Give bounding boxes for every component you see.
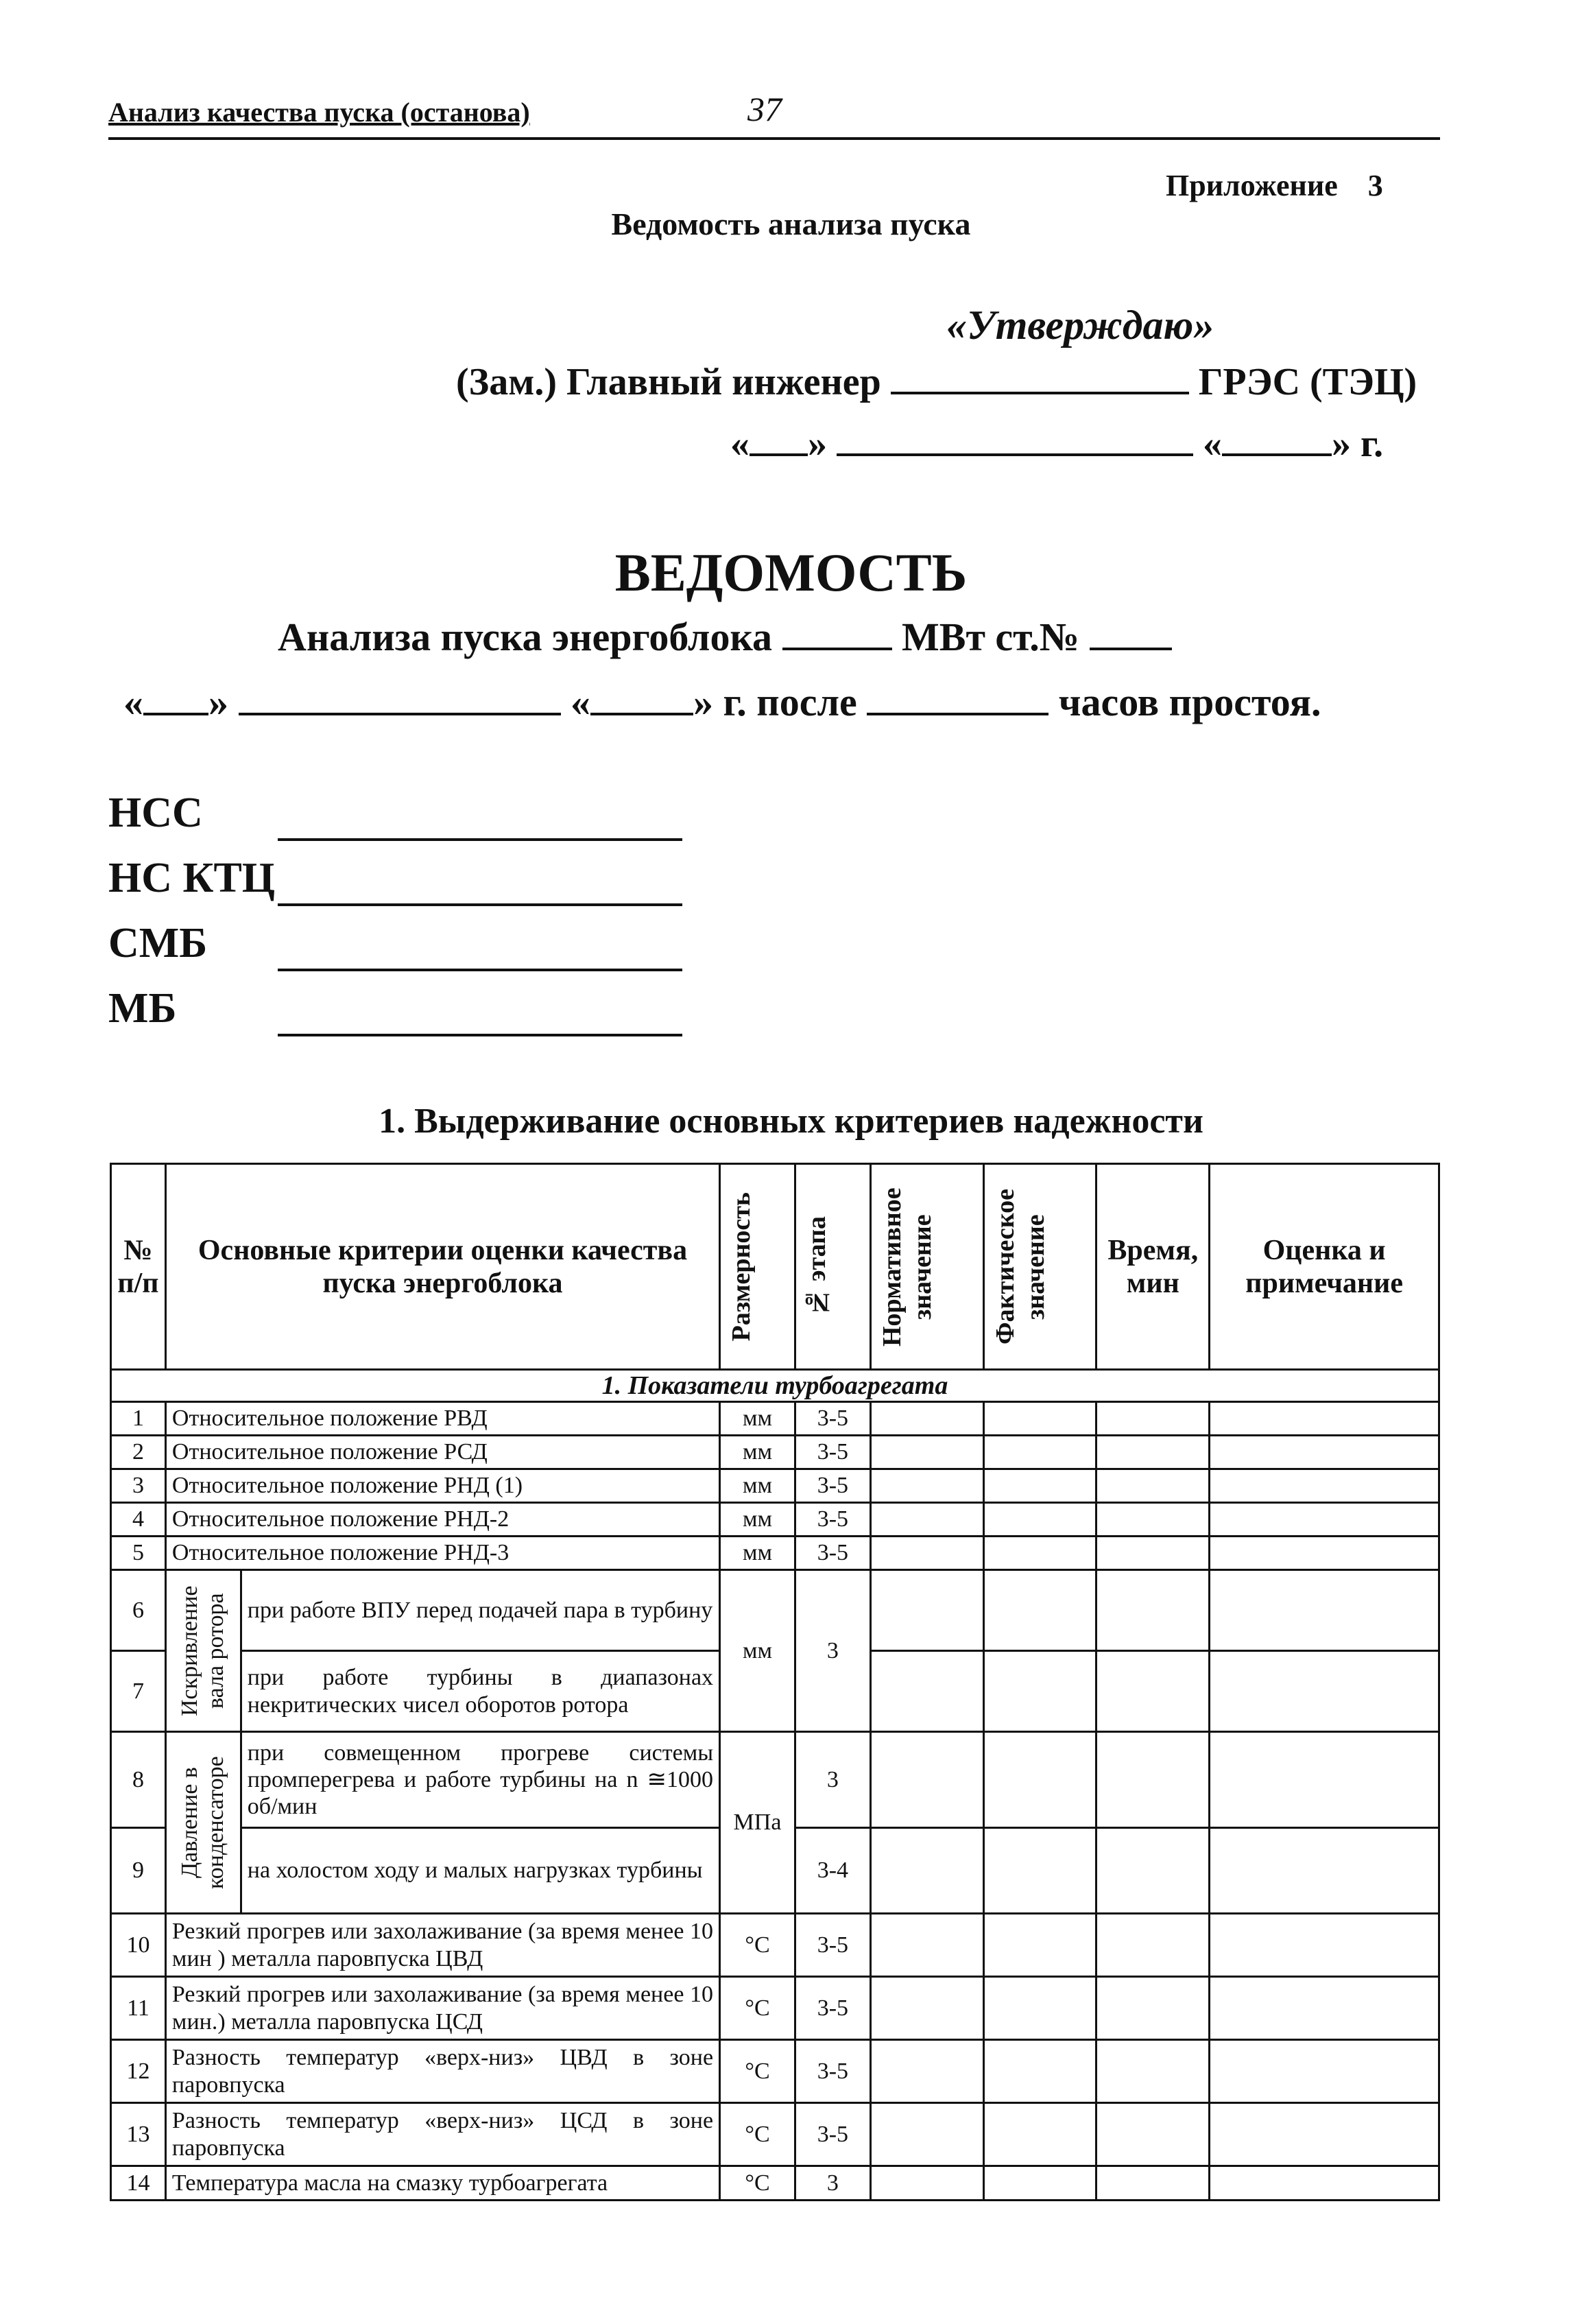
row-criterion: на холостом ходу и малых нагрузках турбины: [241, 1828, 719, 1914]
row-fact-cell[interactable]: [983, 1503, 1096, 1537]
header-note: Оценка и примечание: [1210, 1164, 1439, 1370]
row-time-cell[interactable]: [1096, 1914, 1210, 1977]
row-time-cell[interactable]: [1096, 2040, 1210, 2103]
row-unit: мм: [720, 1436, 795, 1469]
approval-word: «Утверждаю»: [946, 303, 1214, 348]
row-note-cell[interactable]: [1210, 1469, 1439, 1503]
table-row: [111, 1436, 1439, 1469]
row-number: 2: [111, 1436, 166, 1469]
row-stage: 3-5: [795, 2103, 870, 2166]
row-time-cell[interactable]: [1096, 1537, 1210, 1570]
table-row: [111, 1977, 1439, 2040]
row-time-cell[interactable]: [1096, 2103, 1210, 2166]
quote-open: «: [1203, 423, 1222, 465]
row-fact-cell[interactable]: [983, 1977, 1096, 2040]
row-unit: мм: [720, 1503, 795, 1537]
header-time: Время, мин: [1096, 1164, 1210, 1370]
row-note-cell[interactable]: [1210, 1828, 1439, 1914]
quote-open: «: [571, 680, 590, 724]
row-fact-cell[interactable]: [983, 1914, 1096, 1977]
row-criterion: Температура масла на смазку турбоагрегата: [165, 2166, 719, 2201]
staff-field-smb[interactable]: [278, 969, 682, 971]
group-label-condenser-pressure: Давление в конденсаторе: [165, 1732, 241, 1914]
subsection-title: 1. Показатели турбоагрегата: [111, 1370, 1439, 1402]
row-note-cell[interactable]: [1210, 1732, 1439, 1828]
row-norm-cell[interactable]: [870, 2040, 983, 2103]
station-number-field[interactable]: [1090, 617, 1172, 650]
row-time-cell[interactable]: [1096, 1828, 1210, 1914]
staff-field-ns-ktc[interactable]: [278, 903, 682, 906]
header-norm: Нормативное значение: [870, 1164, 983, 1370]
day-field[interactable]: [750, 423, 808, 456]
document-title: ВЕДОМОСТЬ: [614, 543, 968, 602]
row-fact-cell[interactable]: [983, 1651, 1096, 1732]
row-fact-cell[interactable]: [983, 1732, 1096, 1828]
row-number: 4: [111, 1503, 166, 1537]
row-criterion: Относительное положение РВД: [165, 1402, 719, 1436]
row-norm-cell[interactable]: [870, 1402, 983, 1436]
row-number: 6: [111, 1570, 166, 1651]
header-stage: № этапа: [795, 1164, 870, 1370]
row-time-cell[interactable]: [1096, 1977, 1210, 2040]
row-criterion: при совмещенном прогреве системы промперегрева и работе турбины на n ≅1000 об/мин: [241, 1732, 719, 1828]
row-number: 3: [111, 1469, 166, 1503]
engineer-label: (Зам.) Главный инженер: [456, 361, 881, 403]
row-number: 7: [111, 1651, 166, 1732]
table-row: [111, 1503, 1439, 1537]
month-field[interactable]: [837, 423, 1193, 456]
row-fact-cell[interactable]: [983, 1828, 1096, 1914]
row-unit: °C: [720, 2103, 795, 2166]
row-time-cell[interactable]: [1096, 1436, 1210, 1469]
row-criterion: Резкий прогрев или захолаживание (за время менее 10 мин ) металла паровпуска ЦВД: [165, 1914, 719, 1977]
row-number: 1: [111, 1402, 166, 1436]
row-stage: 3-5: [795, 2040, 870, 2103]
row-criterion: при работе турбины в диапазонах некритических чисел оборотов ротора: [241, 1651, 719, 1732]
row-norm-cell[interactable]: [870, 1436, 983, 1469]
row-unit: мм: [720, 1537, 795, 1570]
station-label: ГРЭС (ТЭЦ): [1198, 361, 1417, 403]
row-unit: °C: [720, 1914, 795, 1977]
row-unit: МПа: [720, 1732, 795, 1914]
row-norm-cell[interactable]: [870, 1828, 983, 1914]
header-num: № п/п: [111, 1164, 166, 1370]
row-note-cell[interactable]: [1210, 1537, 1439, 1570]
row-fact-cell[interactable]: [983, 1537, 1096, 1570]
row-time-cell[interactable]: [1096, 1651, 1210, 1732]
row-norm-cell[interactable]: [870, 2103, 983, 2166]
quote-close: »: [808, 423, 827, 465]
table-row: [111, 1469, 1439, 1503]
row-stage: 3-5: [795, 1469, 870, 1503]
row-number: 14: [111, 2166, 166, 2201]
row-fact-cell[interactable]: [983, 2103, 1096, 2166]
unit-label: Анализа пуска энергоблока: [278, 615, 773, 659]
row-note-cell[interactable]: [1210, 1570, 1439, 1651]
date-hours-line: [123, 679, 1321, 725]
table-row: [111, 2103, 1439, 2166]
row-norm-cell[interactable]: [870, 1570, 983, 1651]
staff-label-smb: СМБ: [108, 920, 208, 967]
row-norm-cell[interactable]: [870, 1914, 983, 1977]
row-norm-cell[interactable]: [870, 1537, 983, 1570]
row-stage: 3-5: [795, 1402, 870, 1436]
row-number: 11: [111, 1977, 166, 2040]
table-row: [111, 2166, 1439, 2201]
engineer-signature-field[interactable]: [891, 361, 1189, 394]
row-number: 12: [111, 2040, 166, 2103]
row-time-cell[interactable]: [1096, 1503, 1210, 1537]
row-unit: °C: [720, 2166, 795, 2201]
row-norm-cell[interactable]: [870, 1977, 983, 2040]
row-stage: 3-4: [795, 1828, 870, 1914]
row-stage: 3: [795, 1570, 870, 1732]
header-title: Анализ качества пуска (останова): [108, 97, 530, 128]
row-note-cell[interactable]: [1210, 1651, 1439, 1732]
row-stage: 3: [795, 2166, 870, 2201]
row-fact-cell[interactable]: [983, 2166, 1096, 2201]
row-time-cell[interactable]: [1096, 1732, 1210, 1828]
header-unit: Размерность: [720, 1164, 795, 1370]
row-norm-cell[interactable]: [870, 1469, 983, 1503]
row-time-cell[interactable]: [1096, 1570, 1210, 1651]
subsection-row: [111, 1370, 1439, 1402]
row-unit: мм: [720, 1402, 795, 1436]
row-norm-cell[interactable]: [870, 1651, 983, 1732]
year-field[interactable]: [1222, 423, 1332, 456]
row-criterion: Относительное положение РНД-2: [165, 1503, 719, 1537]
power-field[interactable]: [782, 617, 892, 650]
idle-hours-label: часов простоя.: [1058, 680, 1321, 724]
row-stage: 3-5: [795, 1537, 870, 1570]
row-note-cell[interactable]: [1210, 2103, 1439, 2166]
staff-label-nss: НСС: [108, 790, 203, 836]
quote-close-year: » г.: [1332, 423, 1384, 465]
header-fact: Фактическое значение: [983, 1164, 1096, 1370]
row-norm-cell[interactable]: [870, 1732, 983, 1828]
table-row: [111, 1402, 1439, 1436]
row-unit: °C: [720, 2040, 795, 2103]
row-note-cell[interactable]: [1210, 1914, 1439, 1977]
row-fact-cell[interactable]: [983, 1436, 1096, 1469]
table-row: [111, 1914, 1439, 1977]
row-stage: 3-5: [795, 1977, 870, 2040]
table-header-row: [111, 1164, 1439, 1370]
table-row: [111, 1732, 1439, 1828]
idle-hours-field[interactable]: [867, 683, 1048, 715]
row-number: 5: [111, 1537, 166, 1570]
quote-open: «: [730, 423, 750, 465]
row-number: 13: [111, 2103, 166, 2166]
station-number-label: МВт ст.№: [902, 615, 1080, 659]
row-stage: 3: [795, 1732, 870, 1828]
row-criterion: Относительное положение РНД (1): [165, 1469, 719, 1503]
section-title: 1. Выдерживание основных критериев надежности: [379, 1102, 1203, 1141]
start-day-field[interactable]: [143, 683, 208, 715]
table-row: [111, 2040, 1439, 2103]
group-label-rotor-bend: Искривление вала ротора: [165, 1570, 241, 1732]
row-stage: 3-5: [795, 1503, 870, 1537]
row-criterion: Относительное положение РНД-3: [165, 1537, 719, 1570]
row-stage: 3-5: [795, 1436, 870, 1469]
year-after-label: » г. после: [693, 680, 857, 724]
row-criterion: Разность температур «верх-низ» ЦВД в зоне паровпуска: [165, 2040, 719, 2103]
row-note-cell[interactable]: [1210, 2166, 1439, 2201]
quote-open: «: [123, 680, 143, 724]
row-criterion: при работе ВПУ перед подачей пара в турбину: [241, 1570, 719, 1651]
row-number: 8: [111, 1732, 166, 1828]
row-number: 10: [111, 1914, 166, 1977]
row-criterion: Резкий прогрев или захолаживание (за время менее 10 мин.) металла паровпуска ЦСД: [165, 1977, 719, 2040]
row-note-cell[interactable]: [1210, 1436, 1439, 1469]
row-time-cell[interactable]: [1096, 1469, 1210, 1503]
row-fact-cell[interactable]: [983, 1402, 1096, 1436]
start-month-field[interactable]: [239, 683, 561, 715]
staff-label-mb: МБ: [108, 985, 177, 1032]
row-norm-cell[interactable]: [870, 1503, 983, 1537]
approval-date-line: [730, 422, 1383, 466]
row-unit: мм: [720, 1570, 795, 1732]
row-note-cell[interactable]: [1210, 1977, 1439, 2040]
page-number: 37: [747, 90, 782, 128]
appendix-label: Приложение 3: [1166, 169, 1383, 202]
row-criterion: Разность температур «верх-низ» ЦСД в зоне паровпуска: [165, 2103, 719, 2166]
header-criteria: Основные критерии оценки качества пуска энергоблока: [165, 1164, 719, 1370]
table-row: [111, 1537, 1439, 1570]
quote-close: »: [208, 680, 228, 724]
staff-field-nss[interactable]: [278, 838, 682, 841]
row-stage: 3-5: [795, 1914, 870, 1977]
row-fact-cell[interactable]: [983, 1570, 1096, 1651]
row-fact-cell[interactable]: [983, 2040, 1096, 2103]
row-unit: °C: [720, 1977, 795, 2040]
unit-line: [278, 614, 1172, 660]
staff-label-ns-ktc: НС КТЦ: [108, 855, 276, 901]
staff-field-mb[interactable]: [278, 1034, 682, 1036]
criteria-table: [110, 1163, 1440, 2201]
row-criterion: Относительное положение РСД: [165, 1436, 719, 1469]
row-note-cell[interactable]: [1210, 1402, 1439, 1436]
row-note-cell[interactable]: [1210, 1503, 1439, 1537]
row-time-cell[interactable]: [1096, 2166, 1210, 2201]
document-subtitle: Ведомость анализа пуска: [611, 206, 971, 241]
row-number: 9: [111, 1828, 166, 1914]
start-year-field[interactable]: [590, 683, 693, 715]
row-fact-cell[interactable]: [983, 1469, 1096, 1503]
approval-engineer-line: [456, 360, 1417, 404]
row-norm-cell[interactable]: [870, 2166, 983, 2201]
row-unit: мм: [720, 1469, 795, 1503]
row-note-cell[interactable]: [1210, 2040, 1439, 2103]
table-row: [111, 1570, 1439, 1651]
row-time-cell[interactable]: [1096, 1402, 1210, 1436]
